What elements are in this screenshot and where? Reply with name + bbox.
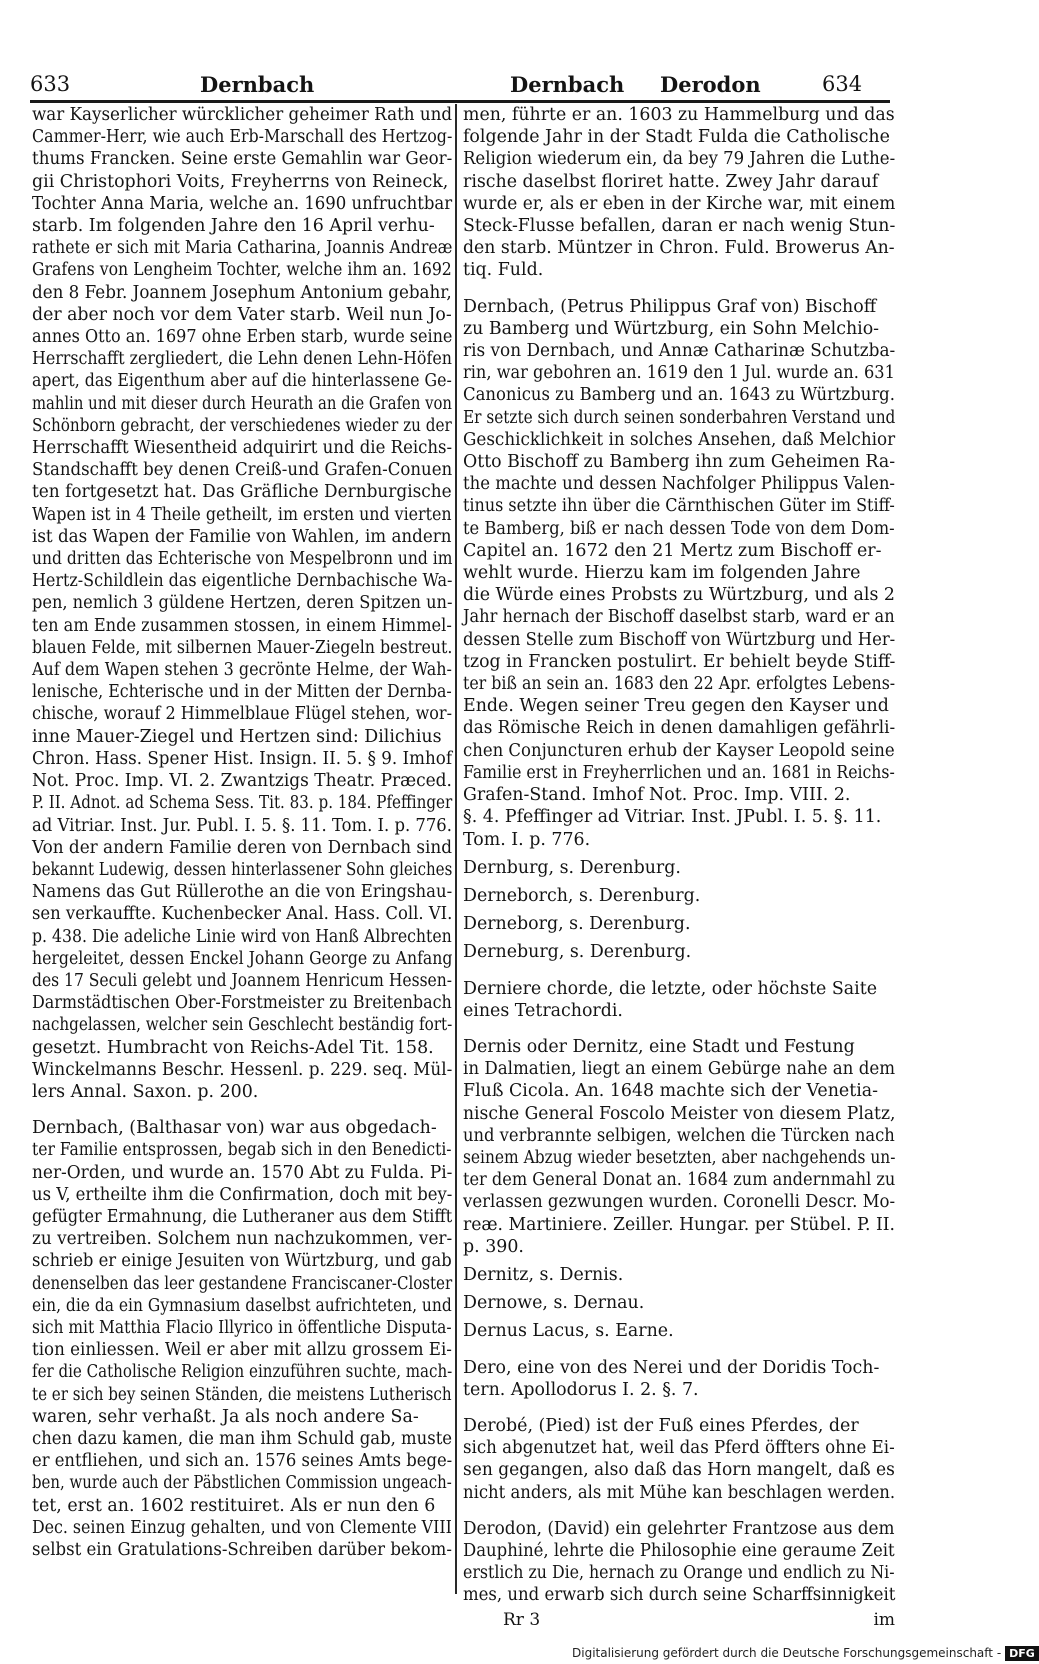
text-line: Chron. Hass. Spener Hist. Insign. II. 5. § 9. Imhof — [32, 748, 453, 769]
entry-paragraph — [463, 296, 895, 851]
text-line: Dernbach, (Petrus Philippus Graf von) Bischoff — [463, 296, 877, 317]
text-line: starb. Im folgenden Jahre den 16 April verhu- — [32, 216, 435, 237]
text-line: und verbrannte selbigen, welchen die Türcken nach — [463, 1125, 895, 1146]
text-line: Grafens von Lengheim Tochter, welche ihm an. 1692 — [32, 260, 452, 281]
text-line: Hertz-Schildlein das eigentliche Dernbachische Wa- — [32, 571, 453, 592]
entry-paragraph — [463, 978, 895, 1022]
text-line: blauen Felde, mit silbernen Mauer-Ziegeln bestreut. — [32, 637, 453, 658]
text-line: Derneborg, s. Derenburg. — [463, 914, 691, 935]
text-line: Dero, eine von des Nerei und der Doridis Toch- — [463, 1357, 880, 1378]
text-line: Tochter Anna Maria, welche an. 1690 unfruchtbar — [32, 193, 453, 214]
text-line: zu vertreiben. Solchem nun nachzukommen, ver- — [32, 1229, 453, 1250]
entry-paragraph — [463, 1518, 895, 1607]
text-line: lenische, Echterische und in der Mitten der Dernba- — [32, 682, 452, 703]
text-line: den starb. Müntzer in Chron. Fuld. Browerus An- — [463, 238, 895, 259]
text-line: Derodon, (David) ein gelehrter Frantzose aus dem — [463, 1518, 895, 1539]
text-line: ner-Orden, und wurde an. 1570 Abt zu Fulda. Pi- — [32, 1162, 453, 1183]
left-running-title: Dernbach — [200, 72, 315, 97]
text-line: er entfliehen, und sich an. 1576 seines Amts bege- — [32, 1451, 453, 1472]
text-line: reæ. Martiniere. Zeiller. Hungar. per Stübel. P. II. — [463, 1214, 896, 1235]
text-line: ter biß an sein an. 1683 den 22 Apr. erfolgtes Lebens- — [463, 674, 896, 695]
entry-paragraph — [32, 1117, 452, 1561]
text-line: Auf dem Wapen stehen 3 gecrönte Helme, der Wah- — [32, 660, 452, 681]
text-line: ten am Ende zusammen stossen, in einem Himmel- — [32, 615, 452, 636]
right-running-title: Dernbach — [510, 72, 625, 97]
text-line: Von der andern Familie deren von Dernbach sind — [32, 837, 453, 858]
text-line: das Römische Reich in denen damahligen gefährli- — [463, 718, 896, 739]
text-line: zu Bamberg und Würtzburg, ein Sohn Melchio- — [463, 318, 880, 339]
text-line: die Würde eines Probsts zu Würtzburg, und als 2 — [463, 585, 895, 606]
text-line: seinem Abzug wieder besetzten, aber nachgehends un- — [463, 1147, 896, 1168]
footer-text: Digitalisierung gefördert durch die Deutsche Forschungsgemeinschaft - — [572, 1646, 1002, 1660]
text-line: fer die Catholische Religion einzuführen suchte, mach- — [32, 1362, 453, 1383]
text-line: sich mit Matthia Flacio Illyrico in öffentliche Disputa- — [32, 1317, 452, 1338]
entry-paragraph — [463, 941, 895, 963]
text-line: verlassen gezwungen wurden. Coronelli Descr. Mo- — [463, 1192, 896, 1213]
text-line: Steck-Flusse befallen, daran er nach wenig Stun- — [463, 216, 896, 237]
text-line: Schönborn gebracht, der verschiedenes wieder zu der — [32, 415, 452, 436]
text-line: men, führte er an. 1603 zu Hammelburg und das — [463, 105, 895, 125]
text-line: Dernus Lacus, s. Earne. — [463, 1321, 674, 1342]
text-line: Darmstädtischen Ober-Forstmeister zu Breitenbach — [32, 993, 452, 1014]
entry-paragraph — [463, 1292, 895, 1314]
text-line: Dec. seinen Einzug gehalten, und von Clemente VIII — [32, 1517, 452, 1538]
text-line: tzog in Francken postulirt. Er behielt beyde Stiff- — [463, 651, 896, 672]
text-line: Geschicklichkeit in solches Ansehen, daß Melchior — [463, 429, 896, 450]
text-line: ad Vitriar. Inst. Jur. Publ. I. 5. §. 11. Tom. I. p. 776. — [32, 815, 452, 836]
text-line: denenselben das leer gestandene Franciscaner-Closter — [32, 1273, 453, 1294]
text-line: Dernis oder Dernitz, eine Stadt und Festung — [463, 1036, 855, 1057]
text-line: folgende Jahr in der Stadt Fulda die Catholische — [463, 127, 890, 148]
text-line: nicht anders, als mit Mühe kan beschlagen werden. — [463, 1482, 896, 1503]
footer-credit — [572, 1644, 1035, 1662]
text-line: Not. Proc. Imp. VI. 2. Zwantzigs Theatr. Præced. — [32, 771, 452, 792]
page-bottom-marks — [463, 1609, 895, 1631]
text-line: sen gegangen, also daß das Horn mangelt, daß es — [463, 1460, 895, 1481]
text-line: nachgelassen, welcher sein Geschlecht beständig fort- — [32, 1015, 453, 1036]
text-line: ter dem General Donat an. 1684 zum andernmahl zu — [463, 1170, 896, 1191]
text-line: chen dazu kamen, die man ihm Schuld gab, muste — [32, 1428, 453, 1449]
text-line: p. 390. — [463, 1236, 524, 1257]
text-line: des 17 Seculi gelebt und Joannem Henricum Hessen- — [32, 970, 453, 991]
text-line: mes, und erwarb sich durch seine Scharffsinnigkeit — [463, 1585, 896, 1606]
text-line: Capitel an. 1672 den 21 Mertz zum Bischoff er- — [463, 540, 882, 561]
text-line: eines Tetrachordi. — [463, 1000, 623, 1021]
text-line: te Bamberg, biß er nach dessen Tode von dem Dom- — [463, 518, 895, 539]
text-line: annes Otto an. 1697 ohne Erben starb, wurde seine — [32, 327, 453, 348]
text-line: Derneborch, s. Derenburg. — [463, 885, 701, 906]
text-line: Wapen ist in 4 Theile getheilt, im ersten und vierten — [32, 504, 452, 525]
text-line: tiq. Fuld. — [463, 260, 544, 281]
text-line: Cammer-Herr, wie auch Erb-Marschall des Hertzog- — [32, 127, 453, 148]
text-line: Dernbach, (Balthasar von) war aus obgedach- — [32, 1118, 437, 1139]
text-line: und dritten das Echterische von Mespelbronn und im — [32, 549, 453, 570]
text-line: den 8 Febr. Joannem Josephum Antonium gebahr, — [32, 282, 452, 303]
text-line: thums Francken. Seine erste Gemahlin war Geor- — [32, 149, 453, 170]
text-line: gii Christophori Voits, Freyherrns von Reineck, — [32, 171, 449, 192]
text-line: schrieb er einige Jesuiten von Würtzburg, und gab — [32, 1251, 452, 1272]
text-line: ris von Dernbach, und Annæ Catharinæ Schutzba- — [463, 341, 896, 362]
text-line: te er sich bey seinen Ständen, die meistens Lutherisch — [32, 1384, 452, 1405]
text-line: in Dalmatien, liegt an einem Gebürge nahe an dem — [463, 1059, 896, 1080]
text-line: gesetzt. Humbracht von Reichs-Adel Tit. 158. — [32, 1037, 434, 1058]
text-line: §. 4. Pfeffinger ad Vitriar. Inst. JPubl. I. 5. §. 11. — [463, 807, 882, 828]
header-rule — [30, 100, 890, 103]
right-column — [463, 104, 895, 1631]
text-line: Dernburg, s. Derenburg. — [463, 857, 681, 878]
text-line: ein, die da ein Gymnasium daselbst aufrichteten, und — [32, 1295, 452, 1316]
text-line: ten fortgesetzt hat. Das Gräfliche Dernburgische — [32, 482, 452, 503]
left-column — [32, 104, 452, 1561]
text-line: rin, war gebohren an. 1619 den 1 Jul. wurde an. 631 — [463, 363, 895, 384]
text-line: pen, nemlich 3 güldene Hertzen, deren Spitzen un- — [32, 593, 453, 614]
entry-paragraph — [463, 1264, 895, 1286]
entry-paragraph — [463, 913, 895, 935]
text-line: Fluß Cicola. An. 1648 machte sich der Venetia- — [463, 1081, 879, 1102]
text-line: Derneburg, s. Derenburg. — [463, 942, 692, 963]
text-line: bekannt Ludewig, dessen hinterlassener Sohn gleiches — [32, 859, 453, 880]
text-line: sen verkauffte. Kuchenbecker Anal. Hass. Coll. VI. — [32, 904, 453, 925]
text-line: lers Annal. Saxon. p. 200. — [32, 1081, 259, 1102]
text-line: Derobé, (Pied) ist der Fuß eines Pferdes, der — [463, 1415, 859, 1436]
entry-paragraph — [463, 1036, 895, 1258]
signature-mark: Rr 3 — [503, 1609, 541, 1630]
text-line: the machte und dessen Nachfolger Philippus Valen- — [463, 474, 895, 495]
text-line: der aber noch vor dem Vater starb. Weil nun Jo- — [32, 304, 452, 325]
text-line: tern. Apollodorus I. 2. §. 7. — [463, 1379, 699, 1400]
text-line: gefügter Ermahnung, die Lutheraner aus dem Stifft — [32, 1206, 453, 1227]
text-line: apert, das Eigenthum aber auf die hinterlassene Ge- — [32, 371, 452, 392]
text-line: war Kayserlicher würcklicher geheimer Rath und — [32, 105, 453, 125]
text-line: ist das Wapen der Familie von Wahlen, im andern — [32, 526, 452, 547]
text-line: selbst ein Gratulations-Schreiben darüber bekom- — [32, 1540, 452, 1560]
text-line: wehlt wurde. Hierzu kam im folgenden Jahre — [463, 563, 861, 584]
text-line: Er setzte sich durch seinen sonderbahren Verstand und — [463, 407, 896, 428]
text-line: Ende. Wegen seiner Treu gegen den Kayser und — [463, 696, 889, 717]
text-line: Dauphiné, lehrte die Philosophie eine geraume Zeit — [463, 1540, 895, 1561]
entry-paragraph — [463, 857, 895, 879]
text-line: ter Familie entsprossen, begab sich in den Benedicti- — [32, 1140, 452, 1161]
text-line: Grafen-Stand. Imhof Not. Proc. Imp. VIII. 2. — [463, 785, 851, 806]
text-line: ben, wurde auch der Päbstlichen Commission ungeach- — [32, 1473, 452, 1494]
text-line: Winckelmanns Beschr. Hessenl. p. 229. seq. Mül- — [32, 1059, 453, 1080]
text-line: Derniere chorde, die letzte, oder höchste Saite — [463, 978, 877, 999]
text-line: Tom. I. p. 776. — [463, 829, 591, 850]
text-line: Otto Bischoff zu Bamberg ihn zum Geheimen Ra- — [463, 452, 896, 473]
text-line: dessen Stelle zum Bischoff von Würtzburg und Her- — [463, 629, 896, 650]
column-separator — [455, 104, 457, 1594]
text-line: Canonicus zu Bamberg und an. 1643 zu Würtzburg. — [463, 385, 895, 406]
text-line: rathete er sich mit Maria Catharina, Joannis Andreæ — [32, 238, 453, 259]
text-line: nische General Foscolo Meister von diesem Platz, — [463, 1103, 896, 1124]
entry-paragraph — [463, 1320, 895, 1342]
text-line: Namens das Gut Rüllerothe an die von Eringshau- — [32, 882, 453, 903]
text-line: wurde er, als er eben in der Kirche war, mit einem — [463, 193, 896, 214]
text-line: chische, worauf 2 Himmelblaue Flügel stehen, wor- — [32, 704, 452, 725]
text-line: rische daselbst floriret hatte. Zwey Jahr darauf — [463, 171, 879, 192]
text-line: us V, ertheilte ihm die Confirmation, doch mit bey- — [32, 1184, 453, 1205]
text-line: p. 438. Die adeliche Linie wird von Hanß Albrechten — [32, 926, 452, 947]
text-line: P. II. Adnot. ad Schema Sess. Tit. 83. p. 184. Pfeffinger — [32, 793, 453, 814]
entry-paragraph — [463, 885, 895, 907]
text-line: Dernitz, s. Dernis. — [463, 1264, 624, 1285]
entry-paragraph — [32, 104, 452, 1103]
text-line: Standschafft bey denen Creiß-und Grafen-Conuen — [32, 460, 453, 481]
text-line: waren, sehr verhaßt. Ja als noch andere Sa- — [32, 1406, 419, 1427]
text-line: Dernowe, s. Dernau. — [463, 1293, 645, 1314]
entry-paragraph — [463, 1415, 895, 1504]
text-line: Herrschafft zergliedert, die Lehn denen Lehn-Höfen — [32, 349, 452, 370]
text-line: tet, erst an. 1602 restituiret. Als er nun den 6 — [32, 1495, 436, 1516]
text-line: sich abgenutzet hat, weil das Pferd öffters ohne Ei- — [463, 1438, 895, 1459]
text-line: Religion wiederum ein, da bey 79 Jahren die Luthe- — [463, 149, 896, 170]
text-line: chen Conjuncturen erhub der Kayser Leopold seine — [463, 740, 895, 761]
right-catchword: Derodon — [660, 72, 761, 97]
text-line: Herrschafft Wiesentheid adquirirt und die Reichs- — [32, 438, 453, 459]
text-line: hergeleitet, dessen Enckel Johann George zu Anfang — [32, 948, 453, 969]
dfg-logo: DFG — [1005, 1646, 1039, 1661]
text-line: Jahr hernach der Bischoff daselbst starb, ward er an — [463, 607, 895, 628]
left-page-number: 633 — [30, 72, 71, 96]
catchword: im — [873, 1609, 895, 1630]
entry-paragraph — [463, 104, 895, 282]
text-line: mahlin und mit dieser durch Heurath an die Grafen von — [32, 393, 452, 414]
text-line: erstlich zu Die, hernach zu Orange und endlich zu Ni- — [463, 1563, 895, 1584]
entry-paragraph — [463, 1357, 895, 1401]
text-line: tinus setzte ihn über die Cärnthischen Güter im Stiff- — [463, 496, 895, 517]
right-page-number: 634 — [822, 72, 863, 96]
text-line: tion einliessen. Weil er aber mit allzu grossem Ei- — [32, 1340, 452, 1361]
text-line: inne Mauer-Ziegel und Hertzen sind: Dilichius — [32, 726, 442, 747]
text-line: Familie erst in Freyherrlichen und an. 1681 in Reichs- — [463, 762, 895, 783]
